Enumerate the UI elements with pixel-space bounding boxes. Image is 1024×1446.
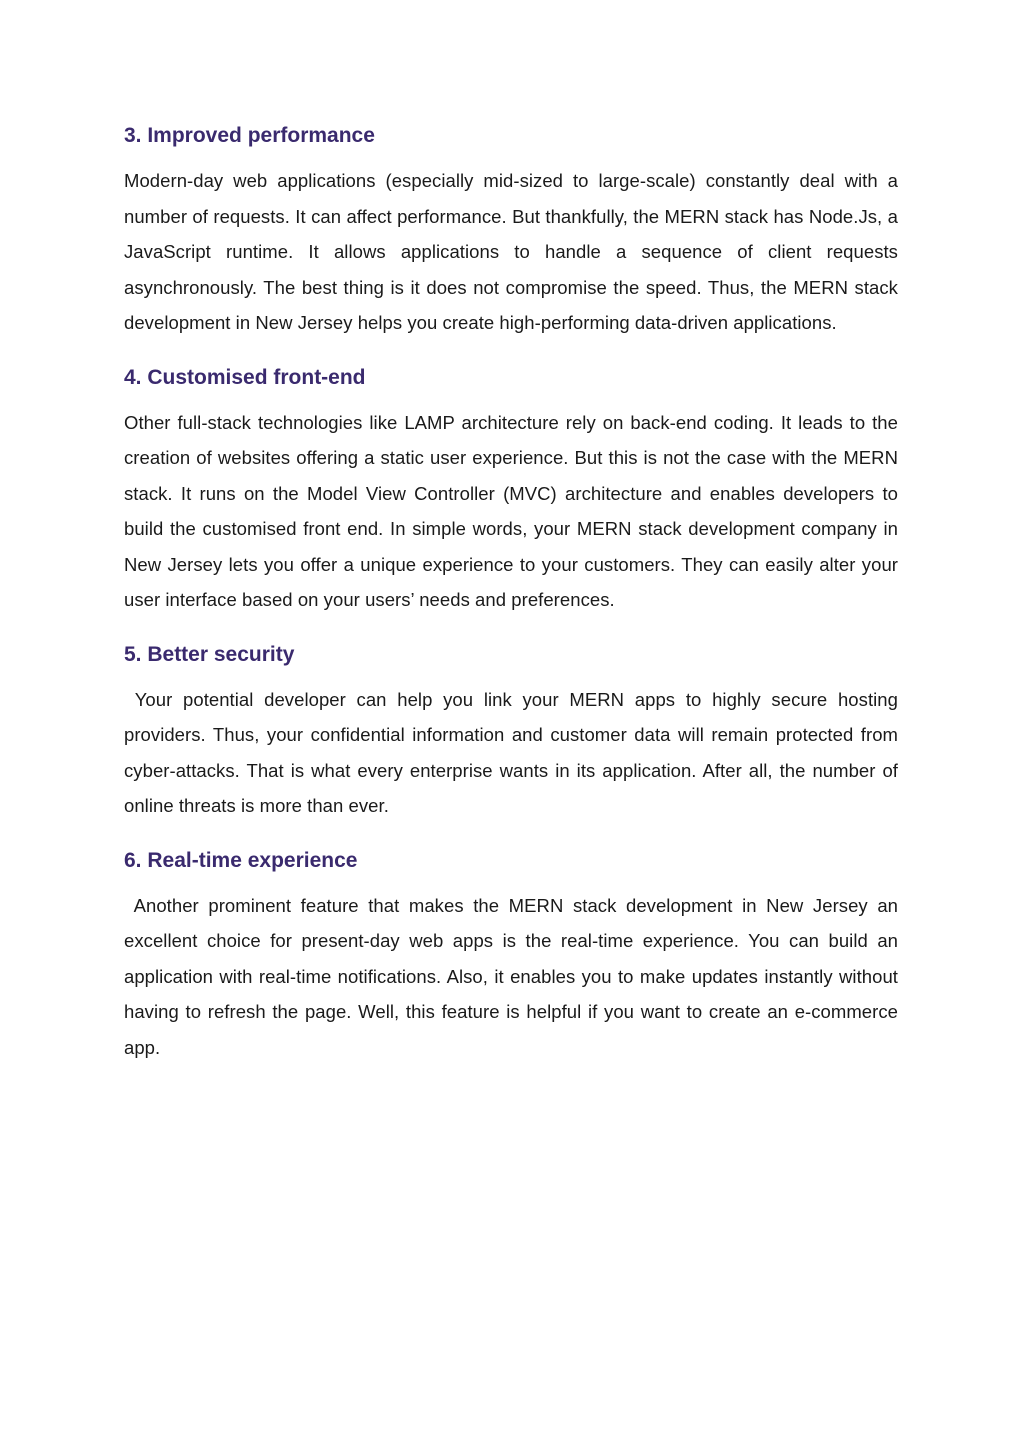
section-heading: 3. Improved performance xyxy=(124,124,375,147)
document-page xyxy=(124,118,904,1084)
section-real-time-experience xyxy=(124,843,904,1066)
section-heading: 6. Real-time experience xyxy=(124,848,358,872)
section-better-security xyxy=(124,637,904,824)
section-paragraph: Your potential developer can help you link your MERN apps to highly secure hosting providers. Thus, your confidential information and customer data will remain protected from cyber-attacks. That is what every enterprise wants in its application. After all, the number of online threats is more than ever. xyxy=(124,688,904,816)
section-heading: 4. Customised front-end xyxy=(124,365,366,389)
section-paragraph: Another prominent feature that makes the MERN stack development in New Jersey an excellent choice for present-day web apps is the real-time experience. You can build an application with real-time notifications. Also, it enables you to make updates instantly without having to refresh the page. Well, this feature is helpful if you want to create an e-commerce app. xyxy=(124,894,904,1058)
section-paragraph: Other full-stack technologies like LAMP architecture rely on back-end coding. It leads to the creation of websites offering a static user experience. But this is not the case with the MERN stack. It runs on the Model View Controller (MVC) architecture and enables developers to build the customised front end. In simple words, your MERN stack development company in New Jersey lets you offer a unique experience to your customers. They can easily alter your user interface based on your users’ needs and preferences. xyxy=(124,411,904,610)
section-paragraph: Modern-day web applications (especially mid-sized to large-scale) constantly deal with a number of requests. It can affect performance. But thankfully, the MERN stack has Node.Js, a JavaScript runtime. It allows applications to handle a sequence of client requests asynchronously. The best thing is it does not compromise the speed. Thus, the MERN stack development in New Jersey helps you create high-performing data-driven applications. xyxy=(124,170,904,333)
section-customised-front-end xyxy=(124,360,904,618)
section-heading: 5. Better security xyxy=(124,642,295,666)
section-improved-performance xyxy=(124,118,904,341)
